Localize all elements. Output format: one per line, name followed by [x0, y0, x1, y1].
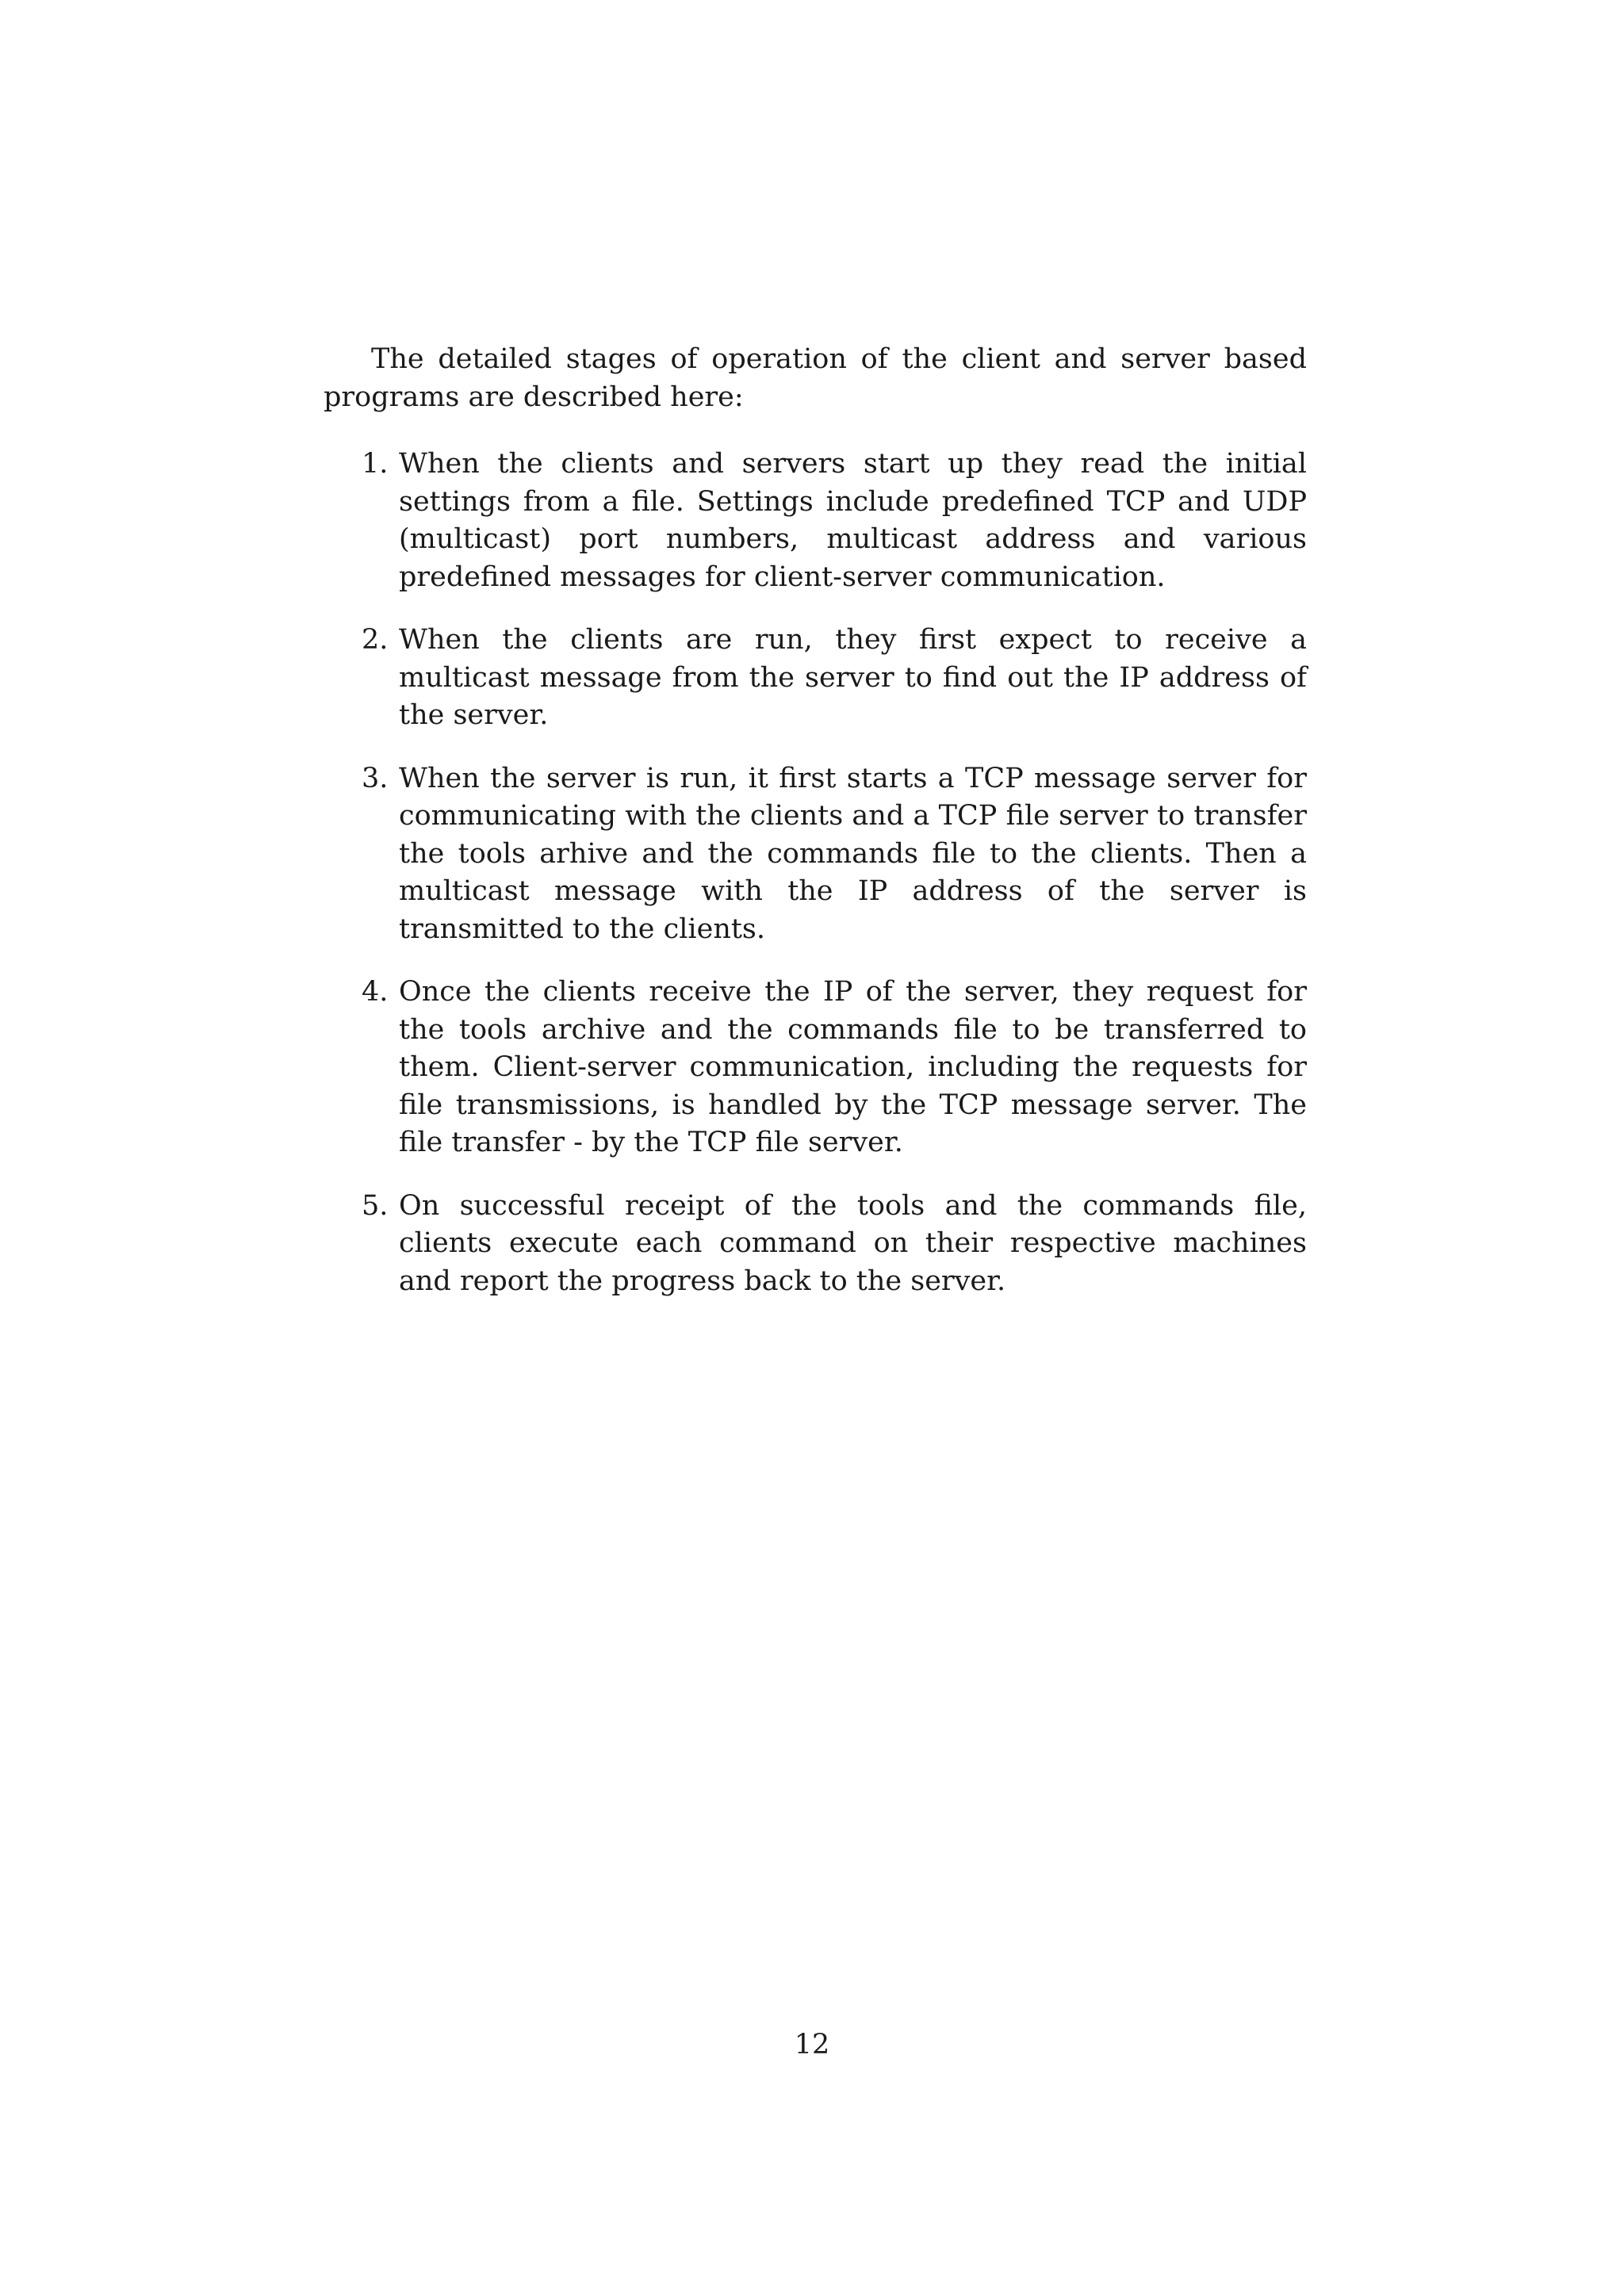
stages-list — [324, 446, 1307, 1300]
list-item-text: Once the clients receive the IP of the server, they request for the tools archive and the commands file to be transferred to them. Client-server communication, including the requests for file transmissions, is handled by the TCP message server. The file transfer - by the TCP file server. — [399, 976, 1307, 1158]
page-number: 12 — [794, 2029, 830, 2061]
list-item-text: When the server is run, it first starts a TCP message server for communicating with the clients and a TCP file server to transfer the tools arhive and the commands file to the clients. Then a multicast message with the IP address of the server is transmitted to the clients. — [399, 762, 1307, 945]
list-marker: 1. — [362, 448, 389, 480]
list-item-text: When the clients are run, they first expect to receive a multicast message from the server to find out the IP address of the server. — [399, 624, 1307, 731]
list-item-stage-1 — [324, 446, 1307, 596]
list-item-stage-5 — [324, 1188, 1307, 1301]
intro-paragraph: The detailed stages of operation of the client and server based programs are described here: — [324, 343, 1307, 413]
list-marker: 2. — [362, 624, 389, 656]
list-marker: 3. — [362, 762, 389, 794]
list-item-stage-2 — [324, 622, 1307, 735]
list-item-stage-4 — [324, 974, 1307, 1162]
list-marker: 4. — [362, 976, 389, 1008]
list-item-text: When the clients and servers start up they read the initial settings from a file. Settings include predefined TCP and UDP (multicast) port numbers, multicast address and various predefined messages for client-server communication. — [399, 448, 1307, 593]
page-content — [324, 341, 1307, 1326]
list-item-text: On successful receipt of the tools and the commands file, clients execute each command on their respective machines and report the progress back to the server. — [399, 1189, 1307, 1297]
list-item-stage-3 — [324, 760, 1307, 949]
list-marker: 5. — [362, 1189, 389, 1222]
